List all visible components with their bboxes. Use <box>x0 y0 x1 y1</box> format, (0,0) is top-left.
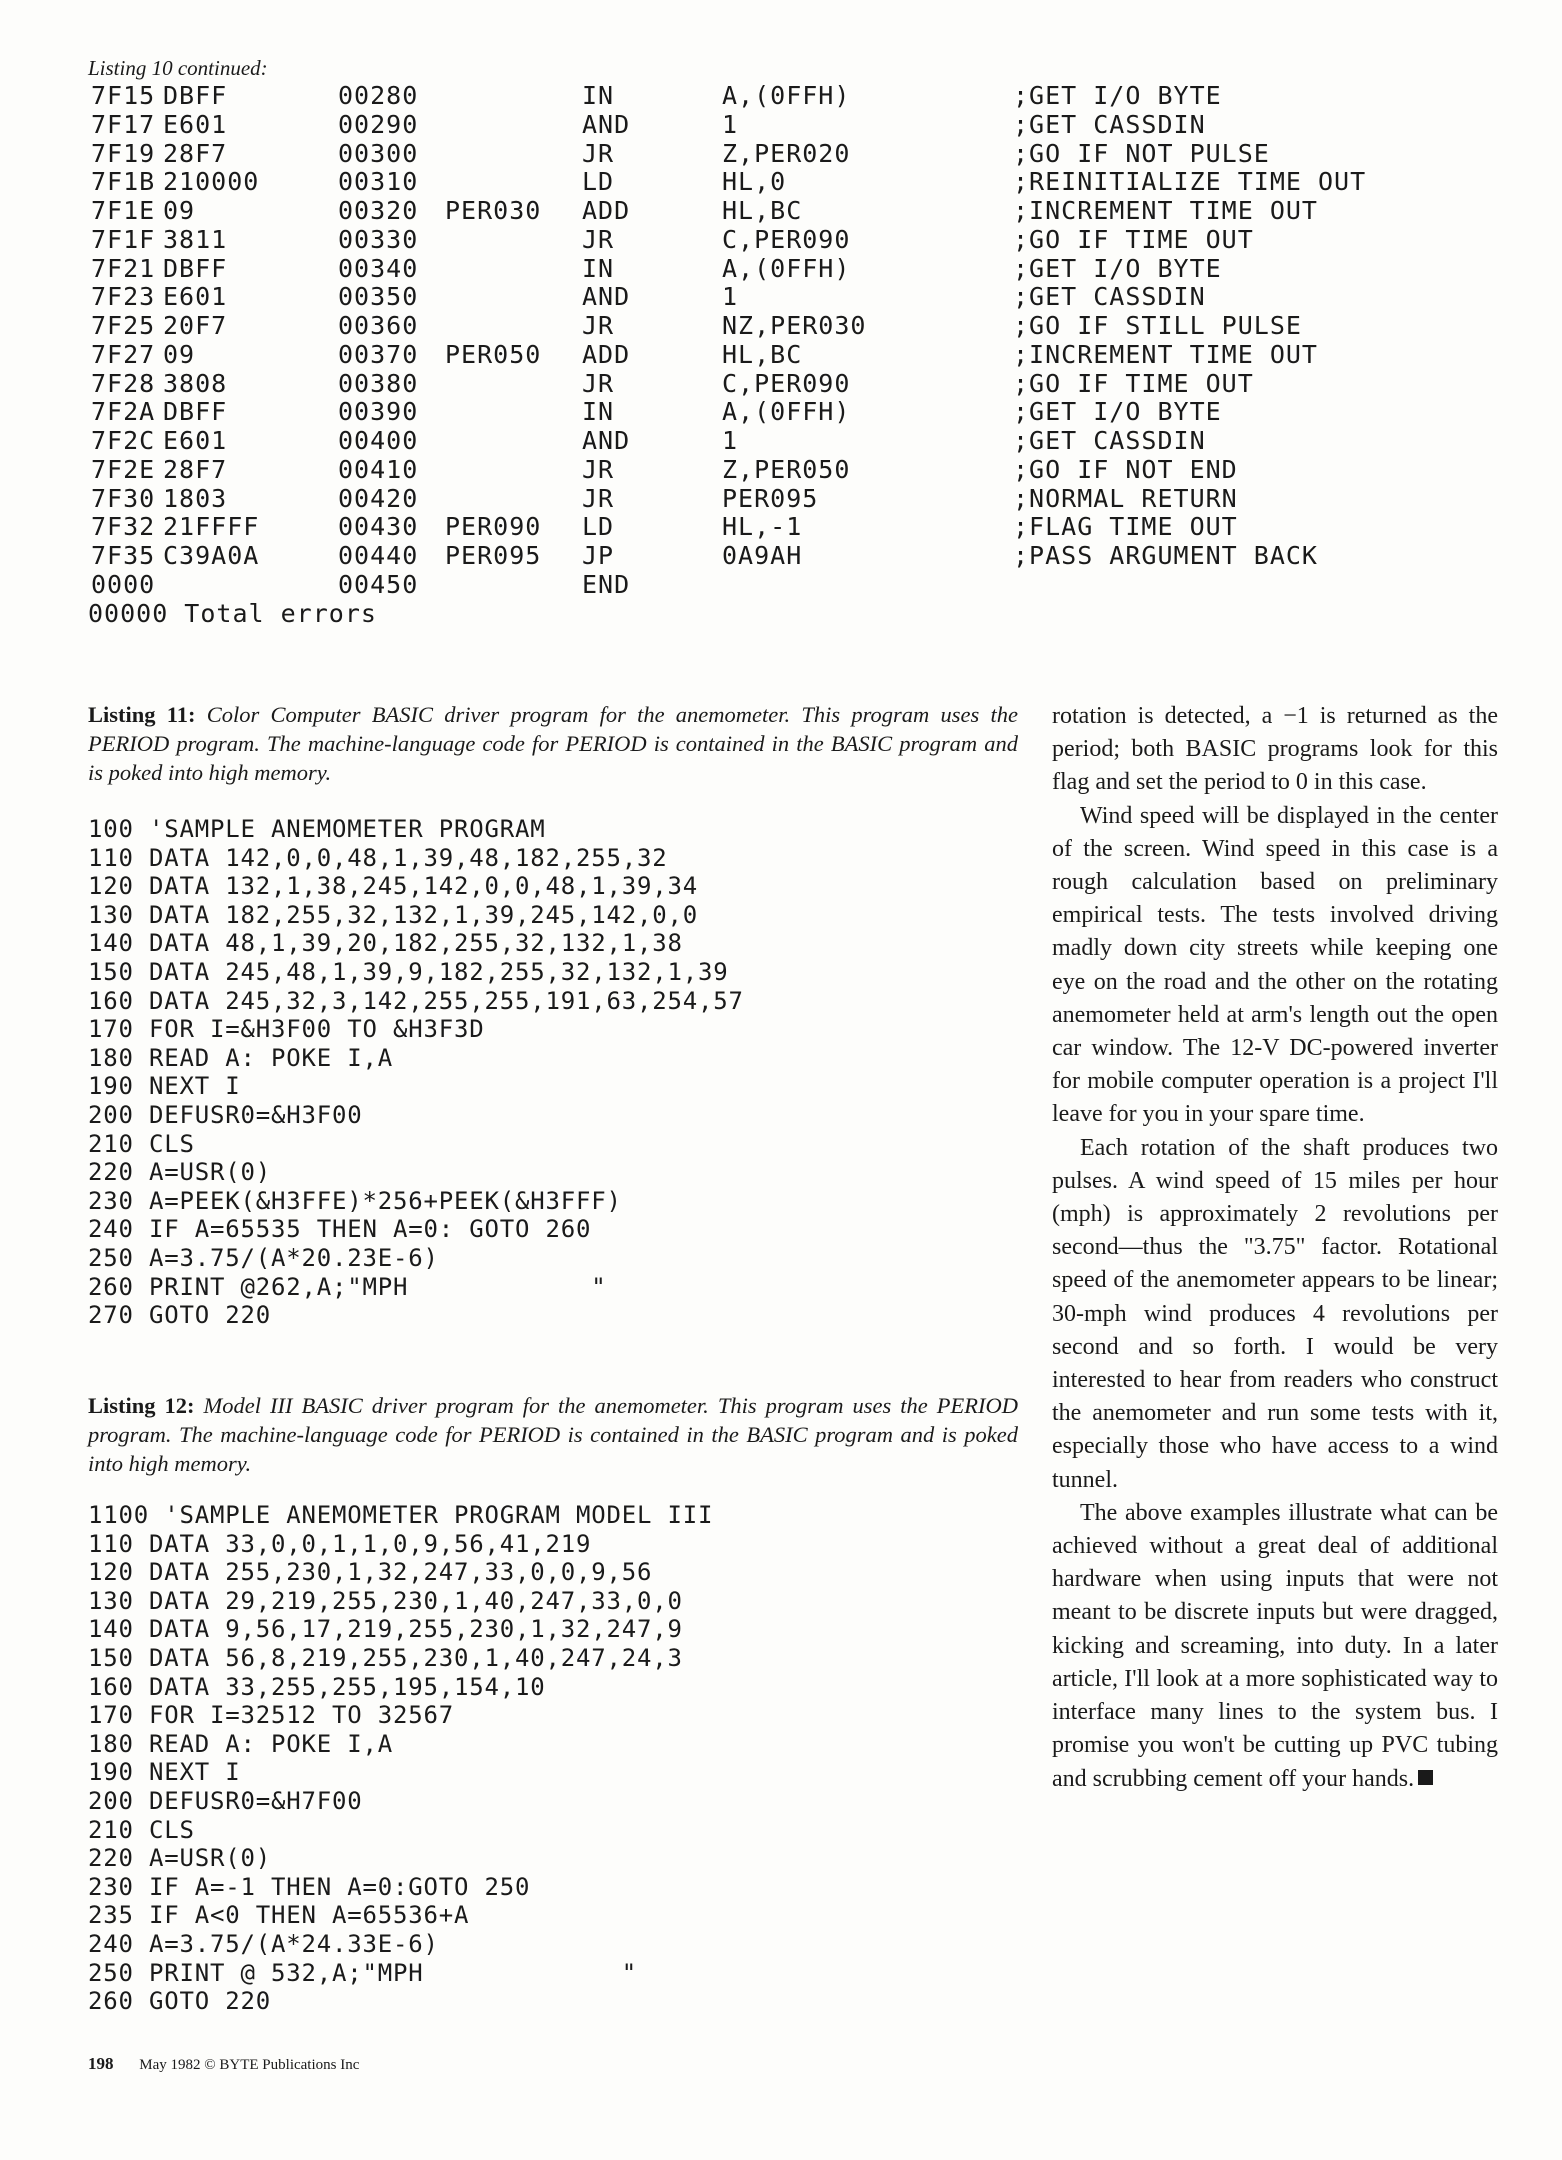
listing-10-code: E601 <box>163 282 228 312</box>
listing-10-row <box>88 138 1270 169</box>
listing-10-arg: Z,PER020 <box>722 138 851 168</box>
listing-10-op: AND <box>582 282 631 312</box>
listing-11-line: 270 GOTO 220 <box>88 1301 271 1330</box>
listing-12-line: 160 DATA 33,255,255,195,154,10 <box>88 1672 546 1701</box>
listing-10-arg: 1 <box>722 109 739 139</box>
listing-10-arg: C,PER090 <box>722 224 851 254</box>
listing-12-line: 120 DATA 255,230,1,32,247,33,0,0,9,56 <box>88 1558 653 1587</box>
listing-11-caption-label: Listing 11: <box>88 702 196 727</box>
listing-12-line: 235 IF A<0 THEN A=65536+A <box>88 1901 470 1930</box>
listing-10-addr: 7F15 <box>91 81 156 110</box>
listing-10-code: DBFF <box>163 81 228 110</box>
listing-10-op: JR <box>582 483 615 513</box>
listing-10-op: JR <box>582 368 615 398</box>
footer-credit: May 1982 © BYTE Publications Inc <box>139 2057 360 2073</box>
listing-10-row <box>88 196 1318 226</box>
listing-10-op: JP <box>582 541 615 570</box>
listing-10-row <box>88 224 1254 255</box>
listing-10-arg: HL,0 <box>722 167 787 197</box>
listing-10-line: 00340 <box>338 253 419 283</box>
listing-10-line: 00450 <box>338 569 419 599</box>
listing-10-row <box>88 368 1254 399</box>
listing-10-addr: 7F21 <box>91 253 156 283</box>
listing-10-addr: 0000 <box>91 569 156 599</box>
listing-10-comment: ;INCREMENT TIME OUT <box>1013 339 1318 369</box>
listing-10-comment: ;PASS ARGUMENT BACK <box>1013 541 1318 570</box>
listing-10-op: IN <box>582 253 615 283</box>
page-number: 198 <box>88 2054 114 2073</box>
listing-12-caption <box>88 1391 1018 1478</box>
listing-10-line: 00320 <box>338 196 419 225</box>
article-column <box>1052 700 1498 1796</box>
listing-11-line: 180 READ A: POKE I,A <box>88 1043 393 1072</box>
listing-10-comment: ;NORMAL RETURN <box>1013 483 1238 513</box>
listing-10-code: 3811 <box>163 224 228 254</box>
listing-11-line: 210 CLS <box>88 1129 195 1158</box>
listing-10-comment: ;GO IF STILL PULSE <box>1013 311 1302 340</box>
article-paragraph <box>1052 1497 1498 1796</box>
listing-10-op: IN <box>582 81 615 110</box>
listing-11-line: 260 PRINT @262,A;"MPH " <box>88 1272 607 1301</box>
listing-10-code: 3808 <box>163 368 228 398</box>
listing-10-op: JR <box>582 138 615 168</box>
listing-10-addr: 7F25 <box>91 311 156 340</box>
listing-10-code: E601 <box>163 109 228 139</box>
listing-10-op: AND <box>582 426 631 455</box>
listing-10-row <box>88 282 1206 312</box>
listing-12-line: 240 A=3.75/(A*24.33E-6) <box>88 1929 439 1958</box>
listing-10-label: PER050 <box>445 339 542 369</box>
listing-11-line: 240 IF A=65535 THEN A=0: GOTO 260 <box>88 1215 592 1244</box>
listing-12-line: 130 DATA 29,219,255,230,1,40,247,33,0,0 <box>88 1586 683 1615</box>
listing-12-line: 170 FOR I=32512 TO 32567 <box>88 1701 454 1730</box>
listing-10-comment: ;FLAG TIME OUT <box>1013 512 1238 542</box>
listing-10-line: 00280 <box>338 81 419 110</box>
listing-10-addr: 7F30 <box>91 483 156 513</box>
listing-12-line: 190 NEXT I <box>88 1758 241 1787</box>
listing-10-op: JR <box>582 224 615 254</box>
listing-10-op: ADD <box>582 339 631 369</box>
listing-10-addr: 7F2E <box>91 454 156 484</box>
listing-12-line: 200 DEFUSR0=&H7F00 <box>88 1786 363 1815</box>
listing-10-line: 00350 <box>338 282 419 312</box>
listing-12-line: 230 IF A=-1 THEN A=0:GOTO 250 <box>88 1872 531 1901</box>
listing-10-addr: 7F1F <box>91 224 156 254</box>
listing-10-comment: ;GO IF TIME OUT <box>1013 368 1254 398</box>
listing-11-line: 150 DATA 245,48,1,39,9,182,255,32,132,1,39 <box>88 957 729 986</box>
listing-11-line: 220 A=USR(0) <box>88 1158 271 1187</box>
listing-12-line: 1100 'SAMPLE ANEMOMETER PROGRAM MODEL III <box>88 1501 714 1529</box>
listing-10-code: 28F7 <box>163 138 228 168</box>
listing-10-code: DBFF <box>163 397 228 427</box>
listing-11-line: 160 DATA 245,32,3,142,255,255,191,63,254,57 <box>88 986 744 1015</box>
listing-10-op: JR <box>582 311 615 340</box>
listing-10-comment: ;GO IF NOT END <box>1013 454 1238 484</box>
listing-10-addr: 7F27 <box>91 339 156 369</box>
listing-10-caption: Listing 10 continued: <box>88 56 268 80</box>
listing-10-row <box>88 541 1318 571</box>
listing-10-op: AND <box>582 109 631 139</box>
listing-11-line: 100 'SAMPLE ANEMOMETER PROGRAM <box>88 815 546 843</box>
listing-10-addr: 7F32 <box>91 512 156 542</box>
listing-10-op: LD <box>582 512 615 542</box>
listing-10-addr: 7F28 <box>91 368 156 398</box>
listing-10-comment: ;GET I/O BYTE <box>1013 253 1222 283</box>
listing-10-addr: 7F2C <box>91 426 156 455</box>
listing-11-line: 140 DATA 48,1,39,20,182,255,32,132,1,38 <box>88 929 683 958</box>
listing-10-code: DBFF <box>163 253 228 283</box>
listing-10-arg: A,(0FFH) <box>722 253 851 283</box>
article-paragraph: Each rotation of the shaft produces two pulses. A wind speed of 15 miles per hour (mph) is approximately 2 revolutions per second—thus the "3.75" factor. Rotational speed of the anemometer appears to be linear; 30-mph wind produces 4 revolutions per second and so forth. I would be very interested to hear from readers who construct the anemometer and run some tests with it, especially those who have access to a wind tunnel. <box>1052 1134 1498 1493</box>
listing-10-comment: ;REINITIALIZE TIME OUT <box>1013 167 1367 197</box>
listing-10-line: 00290 <box>338 109 419 139</box>
listing-10-code: 21FFFF <box>163 512 260 542</box>
listing-12 <box>88 1501 713 2016</box>
listing-10-op: LD <box>582 167 615 197</box>
listing-10 <box>88 81 1367 628</box>
listing-12-line: 260 GOTO 220 <box>88 1987 271 2016</box>
listing-10-label: PER095 <box>445 541 542 570</box>
article-paragraph: rotation is detected, a −1 is returned as the period; both BASIC programs look for this flag and set the period to 0 in this case. <box>1052 703 1498 796</box>
listing-10-row <box>88 512 1238 542</box>
listing-10-addr: 7F23 <box>91 282 156 312</box>
listing-10-row <box>88 253 1222 284</box>
listing-10-code: 28F7 <box>163 454 228 484</box>
listing-10-op: JR <box>582 454 615 484</box>
listing-10-comment: ;GO IF NOT PULSE <box>1013 138 1270 168</box>
listing-10-op: IN <box>582 397 615 427</box>
listing-11-caption-text: Color Computer BASIC driver program for the anemometer. This program uses the PERIOD program. The machine-language code for PERIOD is contained in the BASIC program and is poked into high memory. <box>88 702 1018 785</box>
listing-12-line: 140 DATA 9,56,17,219,255,230,1,32,247,9 <box>88 1615 683 1644</box>
listing-10-comment: ;INCREMENT TIME OUT <box>1013 196 1318 225</box>
listing-12-line: 250 PRINT @ 532,A;"MPH " <box>88 1958 637 1987</box>
listing-10-total: 00000 Total errors <box>88 598 377 628</box>
listing-10-line: 00400 <box>338 426 419 455</box>
article-paragraph: Wind speed will be displayed in the center of the screen. Wind speed in this case is a rough calculation based on preliminary empirical tests. The tests involved driving madly down city streets while keeping one eye on the road and the other on the rotating anemometer held at arm's length out the open car window. The 12-V DC-powered inverter for mobile computer operation is a project I'll leave for you in your spare time. <box>1052 802 1498 1128</box>
listing-10-comment: ;GO IF TIME OUT <box>1013 224 1254 254</box>
listing-12-caption-text: Model III BASIC driver program for the anemometer. This program uses the PERIOD program. The machine-language code for PERIOD is contained in the BASIC program and is poked into high memory. <box>88 1393 1019 1476</box>
listing-10-row <box>88 483 1238 514</box>
listing-10-arg: 1 <box>722 426 739 455</box>
listing-12-line: 180 READ A: POKE I,A <box>88 1729 393 1758</box>
article-paragraph-text: The above examples illustrate what can be achieved without a great deal of additional hardware when using inputs that were not meant to be discrete inputs but were dragged, kicking and screaming, into duty. In a later article, I'll look at a more sophisticated way to interface many lines to the system bus. I promise you won't be cutting up PVC tubing and scrubbing cement off your hands. <box>1052 1499 1498 1792</box>
listing-10-code: C39A0A <box>163 541 260 570</box>
end-mark-icon <box>1418 1770 1433 1785</box>
listing-10-row <box>88 167 1367 197</box>
listing-10-code: 1803 <box>163 483 228 513</box>
listing-10-arg: A,(0FFH) <box>722 81 851 110</box>
listing-10-arg: A,(0FFH) <box>722 397 851 427</box>
listing-10-addr: 7F35 <box>91 541 156 570</box>
listing-11-caption <box>88 700 1018 787</box>
listing-10-code: 09 <box>163 196 196 225</box>
listing-10-arg: Z,PER050 <box>722 454 851 484</box>
listing-10-row <box>88 81 1222 111</box>
listing-10-code: E601 <box>163 426 228 455</box>
listing-10-arg: HL,BC <box>722 196 803 225</box>
listing-10-row <box>88 569 631 600</box>
listing-10-addr: 7F2A <box>91 397 156 427</box>
listing-10-comment: ;GET CASSDIN <box>1013 426 1206 455</box>
listing-11-line: 120 DATA 132,1,38,245,142,0,0,48,1,39,34 <box>88 872 698 901</box>
listing-10-row <box>88 109 1206 140</box>
listing-10-arg: NZ,PER030 <box>722 311 867 340</box>
listing-10-label: PER030 <box>445 196 542 225</box>
listing-10-code: 210000 <box>163 167 260 197</box>
listing-10-code: 20F7 <box>163 311 228 340</box>
listing-10-line: 00380 <box>338 368 419 398</box>
listing-10-line: 00440 <box>338 541 419 570</box>
listing-10-arg: HL,BC <box>722 339 803 369</box>
listing-10-row <box>88 311 1302 341</box>
listing-10-comment: ;GET I/O BYTE <box>1013 397 1222 427</box>
listing-11-line: 250 A=3.75/(A*20.23E-6) <box>88 1243 439 1272</box>
listing-11-line: 230 A=PEEK(&H3FFE)*256+PEEK(&H3FFF) <box>88 1186 622 1215</box>
listing-10-line: 00370 <box>338 339 419 369</box>
listing-10-line: 00330 <box>338 224 419 254</box>
listing-10-line: 00300 <box>338 138 419 168</box>
listing-10-line: 00310 <box>338 167 419 197</box>
listing-10-arg: 0A9AH <box>722 541 803 570</box>
listing-10-line: 00420 <box>338 483 419 513</box>
listing-10-addr: 7F1E <box>91 196 156 225</box>
listing-10-row <box>88 426 1206 456</box>
listing-10-op: END <box>582 569 631 599</box>
listing-12-line: 110 DATA 33,0,0,1,1,0,9,56,41,219 <box>88 1529 592 1558</box>
listing-11-line: 110 DATA 142,0,0,48,1,39,48,182,255,32 <box>88 843 668 872</box>
listing-11 <box>88 815 744 1330</box>
listing-10-line: 00360 <box>338 311 419 340</box>
listing-10-addr: 7F19 <box>91 138 156 168</box>
listing-10-op: ADD <box>582 196 631 225</box>
page-footer <box>88 2054 359 2074</box>
listing-11-line: 170 FOR I=&H3F00 TO &H3F3D <box>88 1015 485 1044</box>
listing-12-caption-label: Listing 12: <box>88 1393 195 1418</box>
listing-10-line: 00410 <box>338 454 419 484</box>
listing-10-addr: 7F1B <box>91 167 156 197</box>
listing-10-arg: HL,-1 <box>722 512 803 542</box>
listing-10-arg: 1 <box>722 282 739 312</box>
listing-12-line: 220 A=USR(0) <box>88 1844 271 1873</box>
listing-10-arg: C,PER090 <box>722 368 851 398</box>
listing-10-row <box>88 397 1222 427</box>
listing-10-addr: 7F17 <box>91 109 156 139</box>
listing-10-code: 09 <box>163 339 196 369</box>
listing-10-label: PER090 <box>445 512 542 542</box>
listing-12-line: 150 DATA 56,8,219,255,230,1,40,247,24,3 <box>88 1643 683 1672</box>
listing-10-row <box>88 339 1318 370</box>
listing-11-line: 190 NEXT I <box>88 1072 241 1101</box>
listing-10-comment: ;GET I/O BYTE <box>1013 81 1222 110</box>
listing-10-row <box>88 454 1238 485</box>
listing-12-line: 210 CLS <box>88 1815 195 1844</box>
listing-11-line: 200 DEFUSR0=&H3F00 <box>88 1100 363 1129</box>
listing-10-line: 00430 <box>338 512 419 542</box>
listing-10-line: 00390 <box>338 397 419 427</box>
listing-10-comment: ;GET CASSDIN <box>1013 109 1206 139</box>
listing-10-arg: PER095 <box>722 483 819 513</box>
listing-11-line: 130 DATA 182,255,32,132,1,39,245,142,0,0 <box>88 900 698 929</box>
listing-10-comment: ;GET CASSDIN <box>1013 282 1206 312</box>
